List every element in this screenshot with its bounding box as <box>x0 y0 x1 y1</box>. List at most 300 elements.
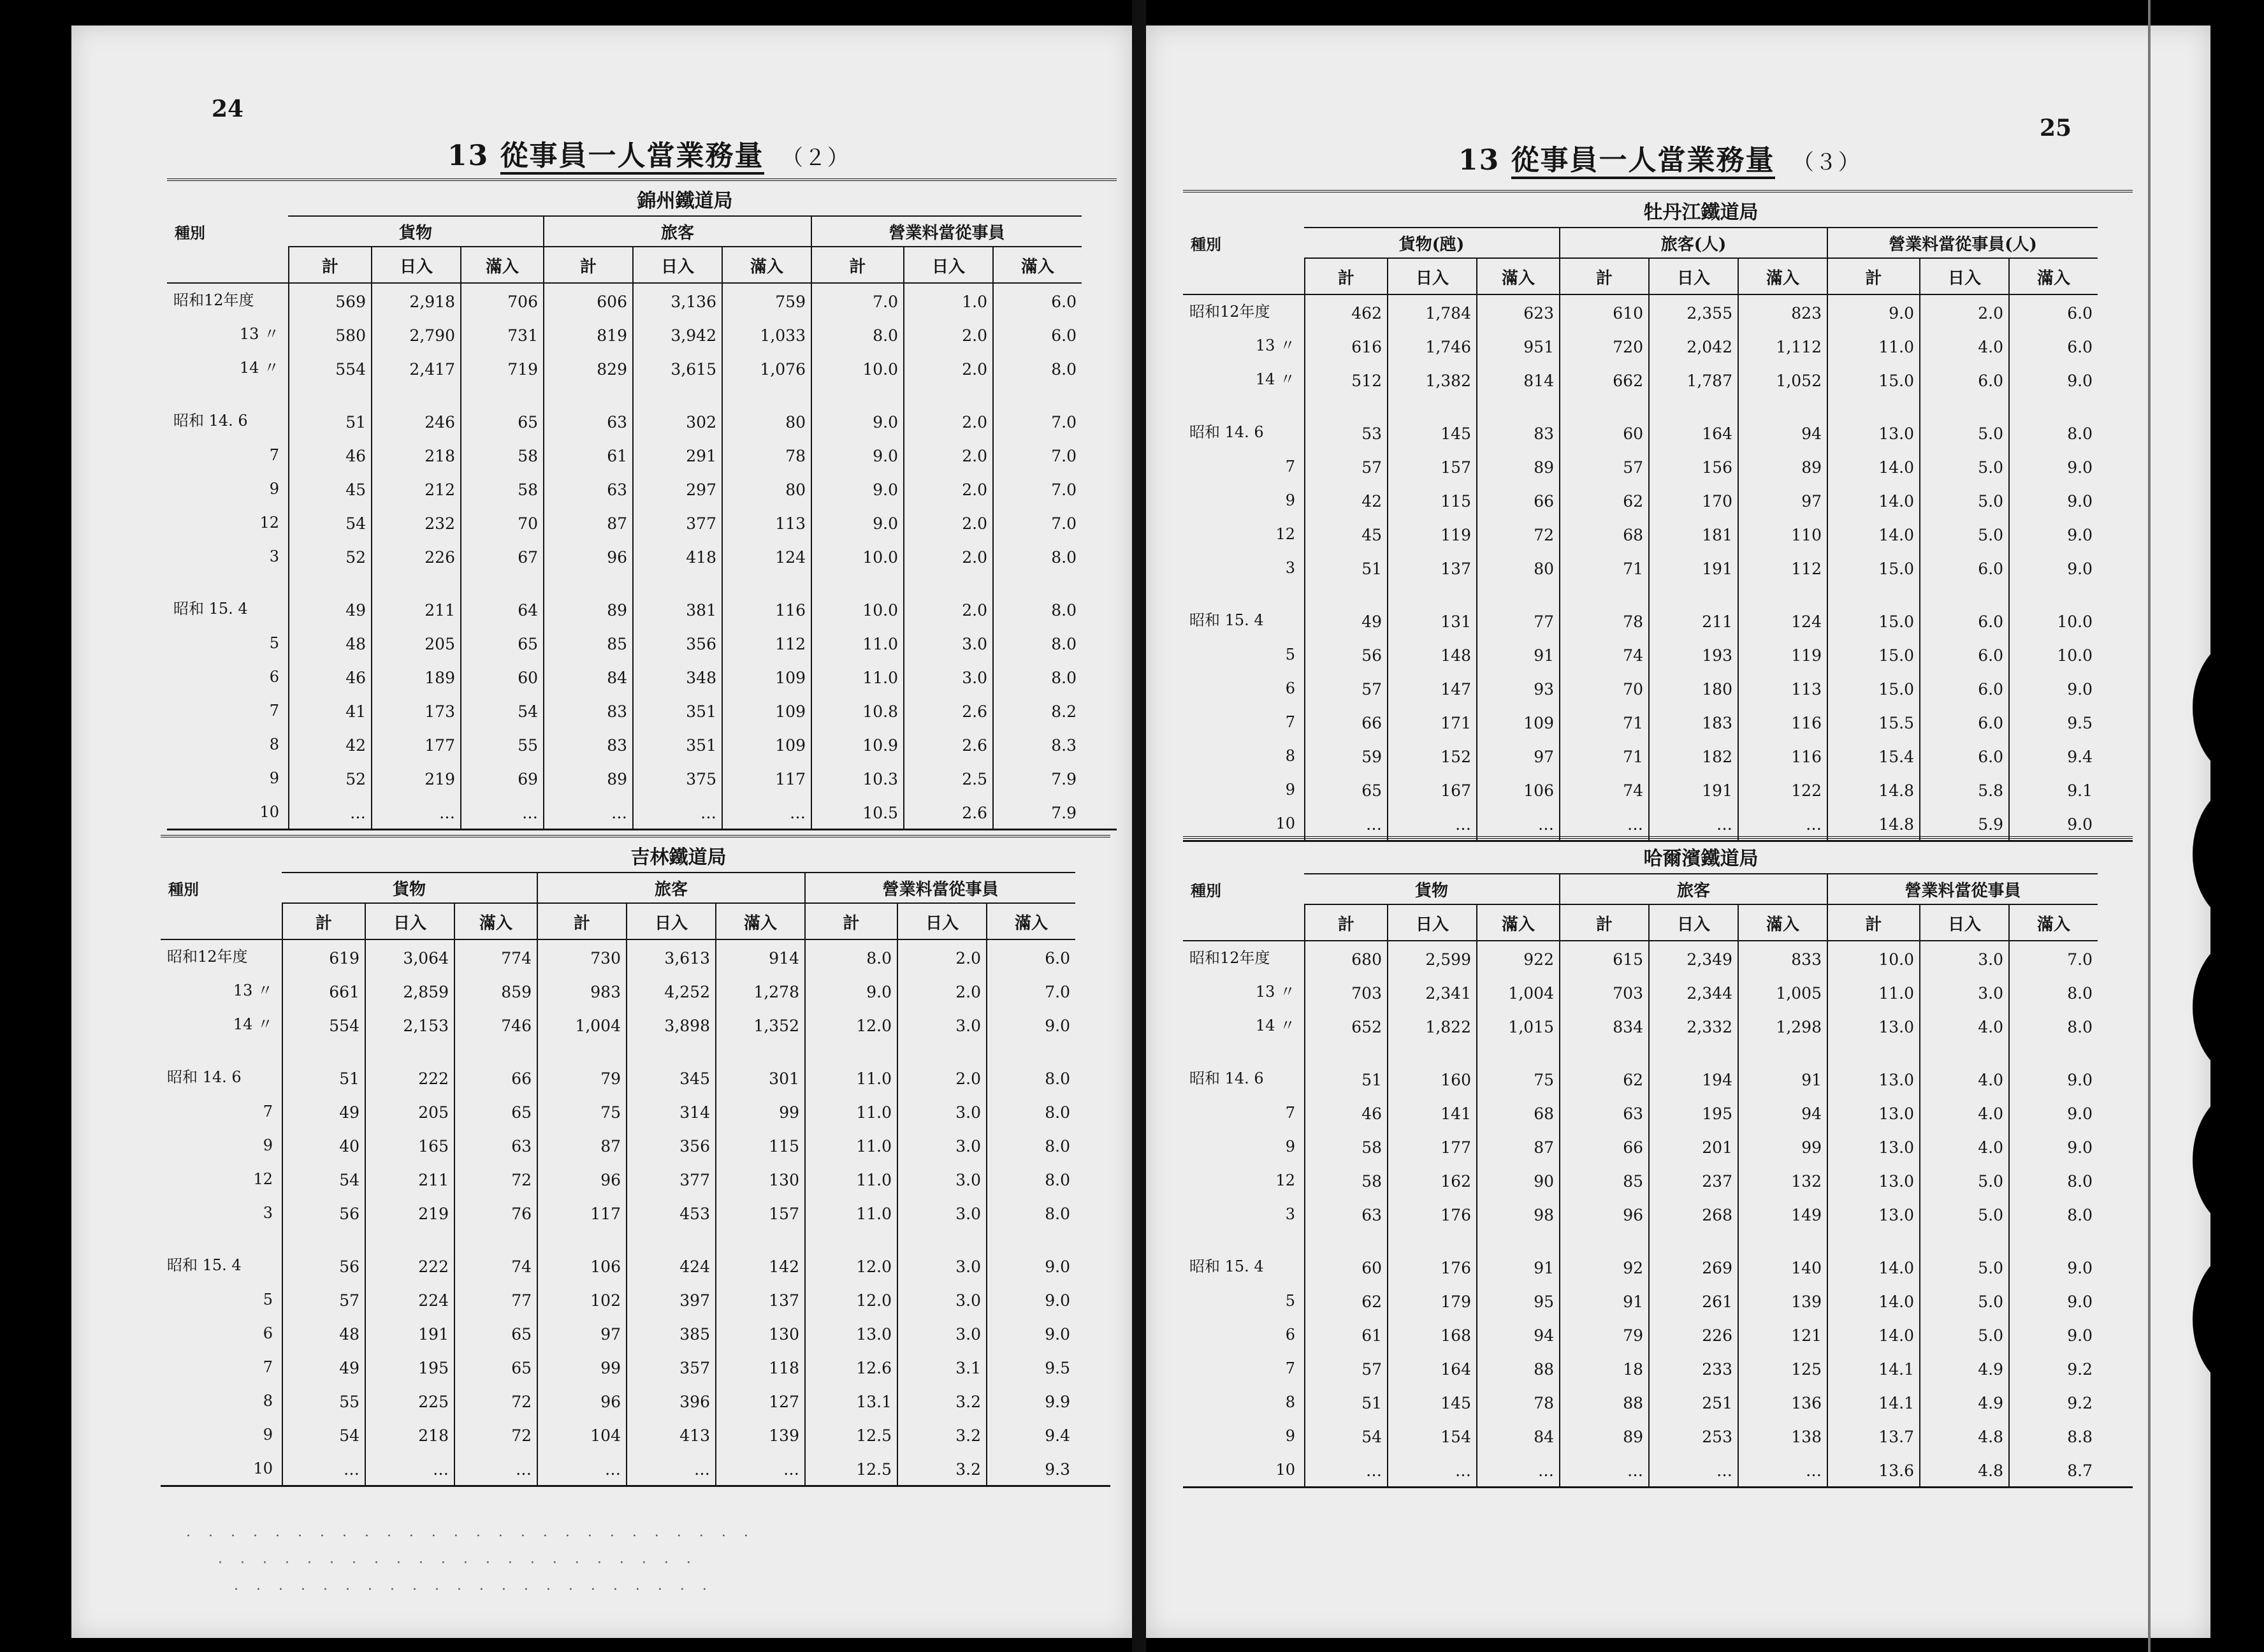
table-cell: 9.4 <box>986 1417 1075 1451</box>
table-cell: 2,859 <box>365 974 454 1008</box>
table-cell: 72 <box>454 1384 537 1417</box>
table-cell: 2.0 <box>903 539 992 573</box>
table-cell: 1,382 <box>1387 363 1476 396</box>
table-cell: 79 <box>1559 1317 1648 1351</box>
table-cell: … <box>1648 1453 1738 1486</box>
table-cell: 424 <box>626 1229 715 1282</box>
column-group: 營業料當從事員(人) <box>1827 228 2098 259</box>
table-cell: 396 <box>626 1384 715 1417</box>
table-cell: 377 <box>632 505 722 539</box>
table-cell: 385 <box>626 1316 715 1350</box>
table-cell: 89 <box>543 573 632 626</box>
table-cell: … <box>722 795 811 829</box>
page-title <box>447 133 850 173</box>
table-cell: 104 <box>537 1417 626 1451</box>
table-cell: 80 <box>722 385 811 438</box>
table-cell: 89 <box>1559 1419 1648 1453</box>
column-header: 計 <box>1827 905 1919 941</box>
table-cell: 65 <box>460 385 543 438</box>
row-label: 12 <box>1275 525 1295 543</box>
table-cell: 3.0 <box>1919 975 2008 1009</box>
table-cell: 211 <box>1648 584 1738 637</box>
table-cell: 71 <box>1559 705 1648 739</box>
table-cell: 6.0 <box>2008 295 2098 329</box>
table-cell: 703 <box>1304 975 1387 1009</box>
table-cell: 10.0 <box>811 573 903 626</box>
region-title: 吉林鐵道局 <box>282 837 1075 873</box>
table-cell: 10.0 <box>1827 941 1919 975</box>
table-cell: 3.0 <box>903 626 992 660</box>
table-cell: 226 <box>1648 1317 1738 1351</box>
table-cell: 74 <box>1559 637 1648 671</box>
table-cell: … <box>1648 806 1738 840</box>
table-cell: 117 <box>722 761 811 795</box>
row-label: 7 <box>269 702 279 720</box>
table-cell: 833 <box>1738 941 1827 975</box>
table-cell: 57 <box>1559 449 1648 483</box>
table-cell: 1,822 <box>1387 1009 1476 1043</box>
right-page <box>1146 25 2210 1638</box>
table-cell: 191 <box>365 1316 454 1350</box>
table-cell: 15.0 <box>1827 551 1919 584</box>
table-cell: 2,153 <box>365 1008 454 1041</box>
table-cell: 194 <box>1648 1043 1738 1096</box>
table-cell: 90 <box>1476 1163 1559 1197</box>
table-section <box>161 835 1110 1487</box>
table-cell: 9.0 <box>2008 1231 2098 1284</box>
table-body <box>1183 941 2133 1488</box>
table-cell: 56 <box>1304 637 1387 671</box>
row-label: 8 <box>1285 1393 1295 1411</box>
table-cell: 83 <box>543 727 632 761</box>
table-cell: 65 <box>454 1316 537 1350</box>
table-cell: … <box>371 795 460 829</box>
table-cell: 291 <box>632 438 722 472</box>
row-label: 6 <box>1285 1326 1295 1344</box>
table-cell: 1,033 <box>722 317 811 351</box>
table-cell: 13.7 <box>1827 1419 1919 1453</box>
row-label: 13 〃 <box>233 982 273 999</box>
column-header: 日入 <box>632 247 722 284</box>
table-cell: 211 <box>371 573 460 626</box>
table-cell: 91 <box>1476 1231 1559 1284</box>
table-cell: 49 <box>282 1094 365 1128</box>
table-cell: 141 <box>1387 1096 1476 1129</box>
table-cell: 3.1 <box>897 1350 986 1384</box>
table-cell: 98 <box>1476 1197 1559 1231</box>
table-cell: 6.0 <box>1919 551 2008 584</box>
row-label: 12 <box>259 514 279 532</box>
footnote-line: · · · · · · · · · · · · · · · · · · · · · · <box>186 1554 693 1571</box>
table-cell: 3.0 <box>897 1316 986 1350</box>
region-title: 哈爾濱鐵道局 <box>1304 839 2098 874</box>
column-header: 日入 <box>626 904 715 940</box>
table-cell: 623 <box>1476 295 1559 329</box>
table-cell: 5.0 <box>1919 396 2008 449</box>
table-cell: 218 <box>371 438 460 472</box>
table-cell: 176 <box>1387 1197 1476 1231</box>
table-cell: 54 <box>282 1162 365 1196</box>
table-cell: 2.0 <box>903 438 992 472</box>
table-cell: 251 <box>1648 1385 1738 1419</box>
table-cell: 14.0 <box>1827 1317 1919 1351</box>
table-cell: 218 <box>365 1417 454 1451</box>
table-cell: 2,344 <box>1648 975 1738 1009</box>
table-cell: 14.1 <box>1827 1385 1919 1419</box>
page-title <box>1458 137 1861 178</box>
table-cell: 12.0 <box>804 1008 897 1041</box>
table-cell: 110 <box>1738 517 1827 551</box>
region-title: 牡丹江鐵道局 <box>1304 192 2098 228</box>
table-cell: 58 <box>1304 1163 1387 1197</box>
table-cell: 8.0 <box>2008 1163 2098 1197</box>
table-cell: 10.0 <box>811 351 903 385</box>
row-label: 昭和 15. 4 <box>1189 611 1264 629</box>
table-cell: 3,064 <box>365 940 454 974</box>
table-cell: 1,784 <box>1387 295 1476 329</box>
table-cell: 268 <box>1648 1197 1738 1231</box>
table-cell: 127 <box>715 1384 804 1417</box>
table-cell: 3.0 <box>897 1128 986 1162</box>
table-cell: 173 <box>371 693 460 727</box>
table-cell: 1,278 <box>715 974 804 1008</box>
column-header: 日入 <box>1919 259 2008 295</box>
table-cell: 2.0 <box>903 472 992 505</box>
column-group: 營業料當從事員 <box>804 873 1075 904</box>
table-cell: 53 <box>1304 396 1387 449</box>
table-cell: 746 <box>454 1008 537 1041</box>
row-label: 昭和 14. 6 <box>1189 1069 1264 1087</box>
table-cell: 9.5 <box>2008 705 2098 739</box>
table-cell: 418 <box>632 539 722 573</box>
table-cell: 66 <box>1476 483 1559 517</box>
table-cell: 616 <box>1304 329 1387 363</box>
table-cell: 377 <box>626 1162 715 1196</box>
table-cell: 1,015 <box>1476 1009 1559 1043</box>
table-cell: 1.0 <box>903 284 992 317</box>
column-header: 計 <box>282 904 365 940</box>
table-cell: 7.9 <box>992 795 1082 829</box>
table-cell: 3.0 <box>1919 941 2008 975</box>
table-cell: 97 <box>537 1316 626 1350</box>
row-label: 昭和 15. 4 <box>173 600 248 618</box>
title-number: 13 <box>1458 144 1500 177</box>
table-cell: 8.0 <box>992 573 1082 626</box>
table-cell: 79 <box>537 1041 626 1094</box>
table-cell: 834 <box>1559 1009 1648 1043</box>
table-cell: 8.0 <box>986 1162 1075 1196</box>
table-cell: 118 <box>715 1350 804 1384</box>
table-cell: 139 <box>715 1417 804 1451</box>
table-cell: 219 <box>371 761 460 795</box>
table-cell: 9.0 <box>2008 1284 2098 1317</box>
table-cell: 80 <box>1476 551 1559 584</box>
table-cell: 3,136 <box>632 284 722 317</box>
column-header: 計 <box>1304 905 1387 941</box>
table-cell: 124 <box>1738 584 1827 637</box>
table-cell: 8.8 <box>2008 1419 2098 1453</box>
table-cell: 9.0 <box>986 1229 1075 1282</box>
table-cell: 87 <box>537 1128 626 1162</box>
table-cell: 453 <box>626 1196 715 1229</box>
table-cell: 8.0 <box>992 351 1082 385</box>
table-cell: 302 <box>632 385 722 438</box>
table-cell: 205 <box>365 1094 454 1128</box>
table-cell: 51 <box>1304 1385 1387 1419</box>
row-label: 3 <box>1285 559 1295 577</box>
table-cell: 42 <box>288 727 371 761</box>
table-cell: 122 <box>1738 772 1827 806</box>
table-cell: 63 <box>1559 1096 1648 1129</box>
table-cell: 91 <box>1559 1284 1648 1317</box>
table-cell: 99 <box>1738 1129 1827 1163</box>
table-cell: 85 <box>543 626 632 660</box>
table-cell: 680 <box>1304 941 1387 975</box>
table-cell: 8.0 <box>2008 975 2098 1009</box>
table-cell: 136 <box>1738 1385 1827 1419</box>
table-cell: 211 <box>365 1162 454 1196</box>
table-cell: 2.0 <box>1919 295 2008 329</box>
column-header: 計 <box>1304 259 1387 295</box>
table-cell: 859 <box>454 974 537 1008</box>
table-cell: 9.0 <box>2008 1096 2098 1129</box>
table-cell: 9.0 <box>2008 1129 2098 1163</box>
table-cell: 54 <box>460 693 543 727</box>
table-cell: 9.0 <box>2008 517 2098 551</box>
table-header <box>167 181 1117 284</box>
table-cell: 137 <box>1387 551 1476 584</box>
column-header: 滿入 <box>1476 905 1559 941</box>
column-header: 計 <box>1559 259 1648 295</box>
table-cell: 9.0 <box>2008 671 2098 705</box>
table-cell: 2,417 <box>371 351 460 385</box>
row-label: 10 <box>259 803 279 821</box>
table-cell: 112 <box>1738 551 1827 584</box>
column-header: 滿入 <box>2008 259 2098 295</box>
table-header <box>1183 839 2133 941</box>
table-cell: 2,599 <box>1387 941 1476 975</box>
table-cell: 222 <box>365 1229 454 1282</box>
table-cell: 8.0 <box>2008 1197 2098 1231</box>
table-cell: 46 <box>288 438 371 472</box>
table-cell: 10.0 <box>2008 637 2098 671</box>
table-cell: 162 <box>1387 1163 1476 1197</box>
row-label: 7 <box>1285 1104 1295 1122</box>
row-label: 昭和12年度 <box>1189 949 1270 967</box>
column-header: 滿入 <box>715 904 804 940</box>
row-label: 13 〃 <box>1255 983 1295 1001</box>
table-cell: 165 <box>365 1128 454 1162</box>
table-cell: 706 <box>460 284 543 317</box>
table-cell: 2.0 <box>903 351 992 385</box>
table-cell: … <box>537 1451 626 1485</box>
table-cell: 3.2 <box>897 1384 986 1417</box>
table-cell: 1,076 <box>722 351 811 385</box>
column-header: 日入 <box>371 247 460 284</box>
table-cell: 2.0 <box>903 385 992 438</box>
table-section <box>167 178 1117 830</box>
table-cell: 224 <box>365 1282 454 1316</box>
table-cell: 49 <box>1304 584 1387 637</box>
table-cell: 3.0 <box>897 1162 986 1196</box>
table-cell: 731 <box>460 317 543 351</box>
table-cell: 8.0 <box>992 660 1082 693</box>
table-cell: 6.0 <box>992 317 1082 351</box>
table-cell: 983 <box>537 974 626 1008</box>
table-cell: 2,042 <box>1648 329 1738 363</box>
row-label: 9 <box>1285 491 1295 509</box>
table-cell: … <box>1476 1453 1559 1486</box>
table-cell: 9.0 <box>2008 483 2098 517</box>
table-cell: 4.9 <box>1919 1385 2008 1419</box>
table-cell: 61 <box>543 438 632 472</box>
table-cell: 8.0 <box>992 626 1082 660</box>
row-label: 8 <box>269 735 279 753</box>
table-cell: 69 <box>460 761 543 795</box>
table-cell: 6.0 <box>1919 363 2008 396</box>
table-cell: 65 <box>1304 772 1387 806</box>
page-number: 25 <box>2040 115 2072 141</box>
table-cell: 9.0 <box>811 505 903 539</box>
table-cell: … <box>1304 1453 1387 1486</box>
table-cell: 10.0 <box>811 539 903 573</box>
table-cell: 51 <box>1304 551 1387 584</box>
table-cell: 662 <box>1559 363 1648 396</box>
title-text: 從事員一人當業務量 <box>1511 144 1775 179</box>
table-cell: … <box>1559 1453 1648 1486</box>
table-cell: 5.0 <box>1919 1231 2008 1284</box>
table-cell: 11.0 <box>1827 975 1919 1009</box>
table-cell: 168 <box>1387 1317 1476 1351</box>
table-cell: 14.0 <box>1827 449 1919 483</box>
table-cell: 9.0 <box>986 1008 1075 1041</box>
table-cell: 67 <box>460 539 543 573</box>
table-cell: 117 <box>537 1196 626 1229</box>
table-cell: 66 <box>1304 705 1387 739</box>
table-cell: 9.1 <box>2008 772 2098 806</box>
table-cell: 182 <box>1648 739 1738 772</box>
row-label: 12 <box>253 1170 273 1188</box>
table-cell: 4.0 <box>1919 329 2008 363</box>
table-cell: 4.8 <box>1919 1419 2008 1453</box>
table-cell: 121 <box>1738 1317 1827 1351</box>
table-cell: 195 <box>365 1350 454 1384</box>
table-cell: 261 <box>1648 1284 1738 1317</box>
table-body <box>167 284 1117 830</box>
table-cell: 78 <box>1559 584 1648 637</box>
column-header: 日入 <box>903 247 992 284</box>
table-cell: 70 <box>460 505 543 539</box>
table-cell: 703 <box>1559 975 1648 1009</box>
table-cell: 14.8 <box>1827 772 1919 806</box>
table-cell: 615 <box>1559 941 1648 975</box>
column-group: 營業料當從事員 <box>811 217 1082 247</box>
table-cell: 60 <box>1304 1231 1387 1284</box>
table-cell: 55 <box>282 1384 365 1417</box>
table-cell: 71 <box>1559 551 1648 584</box>
table-cell: 8.2 <box>992 693 1082 727</box>
table-cell: 3,942 <box>632 317 722 351</box>
table-cell: 94 <box>1738 1096 1827 1129</box>
table-cell: 176 <box>1387 1231 1476 1284</box>
table-cell: 84 <box>543 660 632 693</box>
table-cell: 91 <box>1476 637 1559 671</box>
table-cell: 2.6 <box>903 727 992 761</box>
table-cell: 2,918 <box>371 284 460 317</box>
table-cell: 109 <box>722 693 811 727</box>
table-cell: 83 <box>543 693 632 727</box>
table-cell: 116 <box>1738 705 1827 739</box>
book-gutter <box>1132 0 1146 1652</box>
table-cell: 13.0 <box>1827 1043 1919 1096</box>
column-group: 旅客(人) <box>1559 228 1827 259</box>
column-group: 旅客 <box>1559 874 1827 905</box>
table-cell: 68 <box>1559 517 1648 551</box>
row-label: 8 <box>263 1392 273 1410</box>
table-cell: 8.0 <box>992 539 1082 573</box>
table-cell: 14.1 <box>1827 1351 1919 1385</box>
table-cell: 42 <box>1304 483 1387 517</box>
row-label: 昭和 15. 4 <box>167 1256 242 1274</box>
row-label: 13 〃 <box>239 325 279 343</box>
column-header: 滿入 <box>1738 905 1827 941</box>
table-cell: 11.0 <box>804 1041 897 1094</box>
column-group: 貨物 <box>1304 874 1559 905</box>
table-cell: 148 <box>1387 637 1476 671</box>
table-cell: 2.0 <box>897 1041 986 1094</box>
table-cell: 167 <box>1387 772 1476 806</box>
table-cell: 7.0 <box>986 974 1075 1008</box>
table-cell: 356 <box>632 626 722 660</box>
row-label: 3 <box>269 547 279 565</box>
row-label: 昭和 14. 6 <box>1189 423 1264 441</box>
table-cell: 7.0 <box>2008 941 2098 975</box>
table-cell: 51 <box>1304 1043 1387 1096</box>
table-cell: 1,746 <box>1387 329 1476 363</box>
table-cell: 64 <box>460 573 543 626</box>
table-cell: 60 <box>1559 396 1648 449</box>
table-cell: 3.2 <box>897 1451 986 1485</box>
table-cell: … <box>1387 1453 1476 1486</box>
table-cell: 45 <box>1304 517 1387 551</box>
table-cell: 4.0 <box>1919 1129 2008 1163</box>
table-cell: 356 <box>626 1128 715 1162</box>
table-cell: 7.9 <box>992 761 1082 795</box>
row-label: 12 <box>1275 1171 1295 1189</box>
table-cell: 1,004 <box>1476 975 1559 1009</box>
row-label: 9 <box>1285 1427 1295 1445</box>
table-cell: 62 <box>1559 1043 1648 1096</box>
table-cell: 14.0 <box>1827 1231 1919 1284</box>
table-cell: 56 <box>282 1196 365 1229</box>
table-cell: 2.6 <box>903 795 992 829</box>
table-cell: 719 <box>460 351 543 385</box>
table-cell: 14.8 <box>1827 806 1919 840</box>
table-cell: 154 <box>1387 1419 1476 1453</box>
table-cell: 4,252 <box>626 974 715 1008</box>
column-header: 計 <box>1827 259 1919 295</box>
table-cell: 157 <box>1387 449 1476 483</box>
table-cell: 13.6 <box>1827 1453 1919 1486</box>
table-cell: 2,355 <box>1648 295 1738 329</box>
table-cell: 119 <box>1387 517 1476 551</box>
table-cell: 177 <box>1387 1129 1476 1163</box>
table-cell: 157 <box>715 1196 804 1229</box>
row-label: 7 <box>1285 713 1295 731</box>
table-cell: 57 <box>282 1282 365 1316</box>
column-header: 滿入 <box>722 247 811 284</box>
table-cell: 9.2 <box>2008 1385 2098 1419</box>
